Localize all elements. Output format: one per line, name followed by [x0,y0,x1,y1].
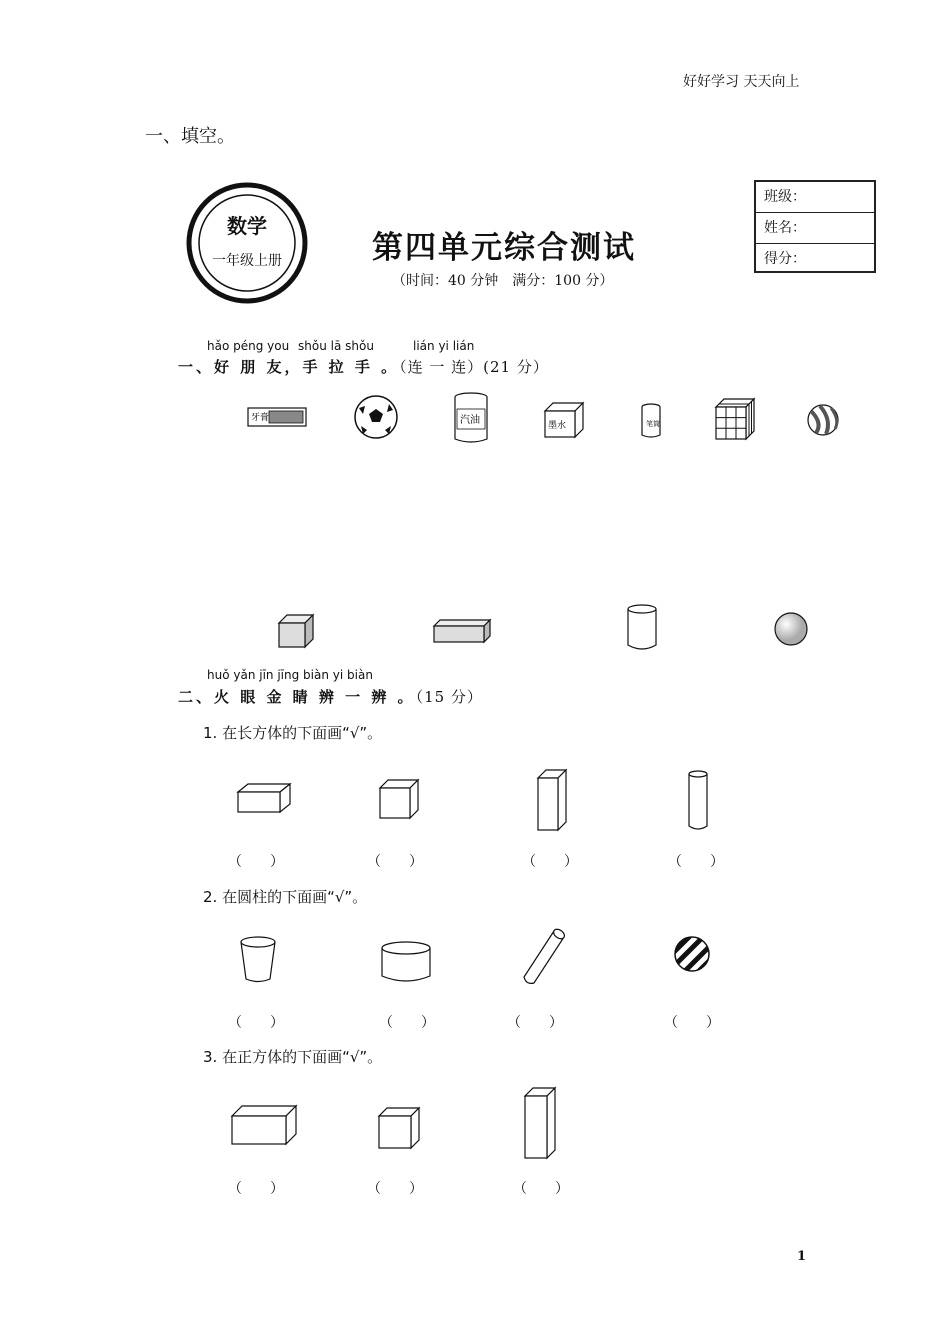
q1-answer-4[interactable]: （ ） [668,854,724,870]
q3-answer-1[interactable]: （ ） [228,1181,284,1197]
question-3: 3. 在正方体的下面画“√”。 [203,1048,383,1066]
q3-answer-3[interactable]: （ ） [513,1181,569,1197]
striped-ball-icon[interactable] [806,403,840,437]
subject-badge [186,182,308,304]
page-title: 第四单元综合测试 [372,230,636,266]
q2-answer-4[interactable]: （ ） [664,1015,720,1031]
q1-answer-1[interactable]: （ ） [228,854,284,870]
ink-label: 墨水 [548,421,567,431]
q1-answer-3[interactable]: （ ） [522,854,578,870]
part1-pinyin-a: hǎo péng you [207,339,290,353]
q1-cuboid-icon [236,782,292,814]
question-1: 1. 在长方体的下面画“√”。 [203,724,383,742]
q3-cube-icon [377,1106,421,1150]
section-fill-in: 一、填空。 [145,126,235,147]
student-info-box [754,180,876,273]
q3-cuboid-icon [230,1104,298,1146]
q3-answer-2[interactable]: （ ） [367,1181,423,1197]
score-field[interactable]: 得分： [764,251,806,267]
rubiks-cube-icon[interactable] [714,397,756,441]
page-number: 1 [797,1249,807,1264]
q2-answer-2[interactable]: （ ） [379,1015,435,1031]
ink-box-icon[interactable] [543,401,585,439]
name-field[interactable]: 姓名： [756,213,874,244]
q1-answer-2[interactable]: （ ） [367,854,423,870]
part1-pinyin-b: shǒu lā shǒu [298,339,374,353]
q2-short-cylinder-icon [380,940,432,986]
question-2: 2. 在圆柱的下面画“√”。 [203,888,368,906]
toothpaste-label: 牙膏 [251,413,270,423]
part1-pinyin-c: lián yi lián [413,339,475,353]
part2-heading [178,686,483,707]
q2-answer-1[interactable]: （ ） [228,1015,284,1031]
part1-heading-text: 一、好 朋 友，手 拉 手 。 [178,358,400,376]
toothpaste-box-icon[interactable] [247,405,309,429]
cube-shape-icon[interactable] [277,613,315,649]
q2-striped-ball-icon [673,935,711,973]
q2-answer-3[interactable]: （ ） [507,1015,563,1031]
part1-heading [178,356,549,377]
cuboid-shape-icon[interactable] [432,618,492,644]
class-field[interactable]: 班级： [756,182,874,213]
page-subtitle: （时间：40 分钟 满分：100 分） [392,273,614,289]
sphere-shape-icon[interactable] [773,611,809,647]
cylinder-shape-icon[interactable] [625,603,659,653]
pen-holder-icon[interactable] [639,402,663,440]
q3-tall-cuboid-icon [523,1086,557,1160]
part2-heading-text: 二、火 眼 金 睛 辨 一 辨 。 [178,688,416,706]
q1-cube-icon [378,778,420,820]
q1-cylinder-icon [686,769,710,833]
oil-can-icon[interactable] [452,391,490,445]
soccer-ball-icon[interactable] [353,394,399,440]
pen-label: 笔筒 [646,420,660,428]
part2-pinyin: huǒ yǎn jīn jīng biàn yi biàn [207,668,373,682]
oil-label: 汽油 [460,415,480,426]
header-motto: 好好学习 天天向上 [683,74,800,90]
part2-note: （15 分） [415,688,483,706]
badge-subject: 数学 [227,214,267,238]
q2-cup-icon [238,935,278,985]
q2-tilted-cylinder-icon [518,925,568,987]
q1-tall-cuboid-icon [536,768,568,832]
badge-grade: 一年级上册 [212,253,282,269]
part1-note: （连 一 连）(21 分） [399,358,549,376]
